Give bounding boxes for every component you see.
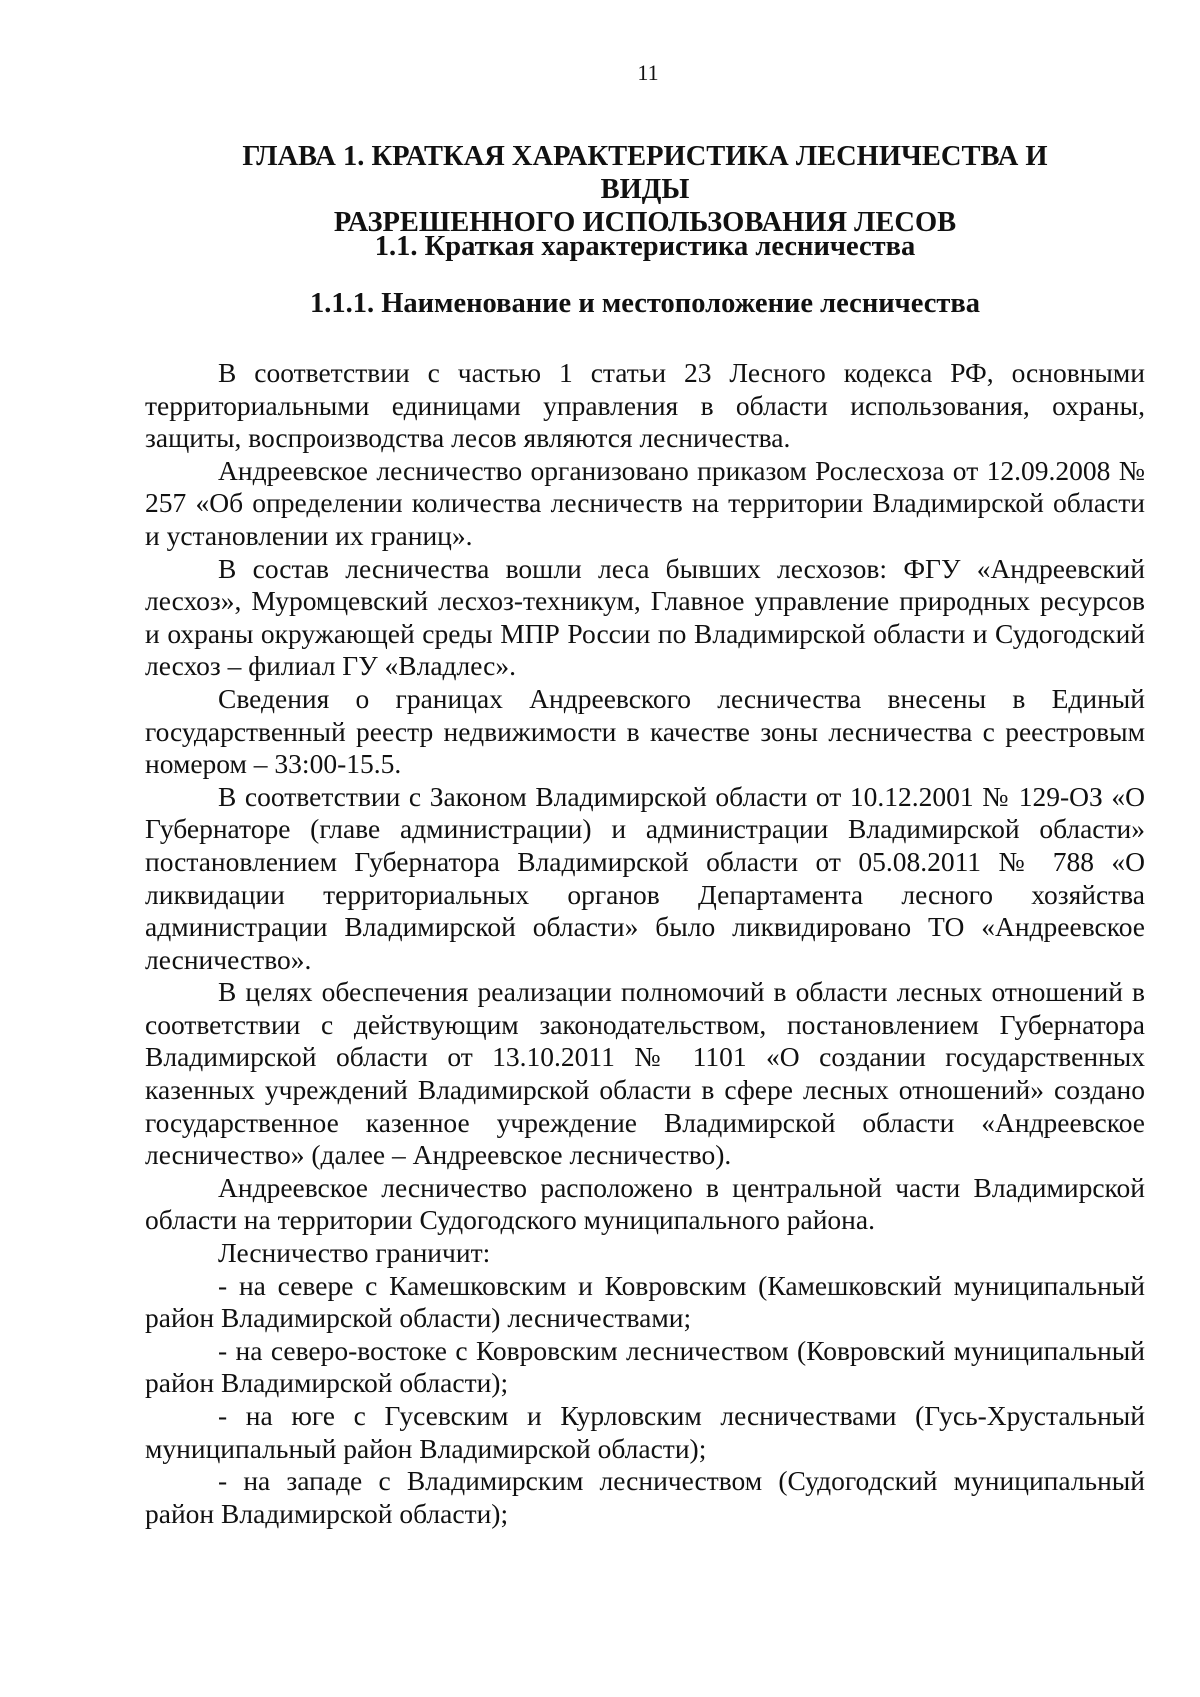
body-text [145,357,1145,1530]
paragraph-liquidation: В соответствии с Законом Владимирской области от 10.12.2001 № 129-ОЗ «О Губернаторе (главе администрации) и администрации Владимирской области» постановлением Губернатора Владимирской области от 05.08.2011 № 788 «О ликвидации территориальных органов Департамента лесного хозяйства администрации Владимирской области» было ликвидировано ТО «Андреевское лесничество». [145,780,1145,975]
paragraph-location: Андреевское лесничество расположено в центральной части Владимирской области на территории Судогодского муниципального района. [145,1171,1145,1236]
page-number: 11 [637,60,659,85]
list-item-border-south: - на юге с Гусевским и Курловским лесничествами (Гусь-Хрустальный муниципальный район Владимирской области); [145,1400,1145,1464]
chapter-title-line-2: РАЗРЕШЕННОГО ИСПОЛЬЗОВАНИЯ ЛЕСОВ [333,207,957,238]
chapter-title [200,140,1090,239]
paragraph-establishment: Андреевское лесничество организовано приказом Рослесхоза от 12.09.2008 № 257 «Об определении количества лесничеств на территории Владимирской области и установлении их границ». [145,454,1145,551]
paragraph-legal-basis: В соответствии с частью 1 статьи 23 Лесного кодекса РФ, основными территориальными единицами управления в области использования, охраны, защиты, воспроизводства лесов являются лесничества. [145,357,1145,454]
chapter-title-line-1: ГЛАВА 1. КРАТКАЯ ХАРАКТЕРИСТИКА ЛЕСНИЧЕСТВА И ВИДЫ [242,141,1048,205]
list-item-border-west: - на западе с Владимирским лесничеством (Судогодский муниципальный район Владимирской области); [145,1465,1145,1529]
section-title: 1.1. Краткая характеристика лесничества [374,231,916,262]
list-item-border-north: - на севере с Камешковским и Ковровским (Камешковский муниципальный район Владимирской области) лесничествами; [145,1269,1145,1334]
subsection-title: 1.1.1. Наименование и местоположение лесничества [309,288,981,319]
paragraph-registry: Сведения о границах Андреевского лесничества внесены в Единый государственный реестр недвижимости в качестве зоны лесничества с реестровым номером – 33:00-15.5. [145,682,1145,780]
list-item-border-northeast: - на северо-востоке с Ковровским лесничеством (Ковровский муниципальный район Владимирской области); [145,1334,1145,1399]
paragraph-composition: В состав лесничества вошли леса бывших лесхозов: ФГУ «Андреевский лесхоз», Муромцевский лесхоз-техникум, Главное управление природных ресурсов и охраны окружающей среды МПР России по Владимирской области и Судогодский лесхоз – филиал ГУ «Владлес». [145,552,1145,682]
paragraph-borders-intro: Лесничество граничит: [218,1237,491,1269]
paragraph-creation: В целях обеспечения реализации полномочий в области лесных отношений в соответствии с действующим законодательством, постановлением Губернатора Владимирской области от 13.10.2011 № 1101 «О создании государственных казенных учреждений Владимирской области в сфере лесных отношений» создано государственное казенное учреждение Владимирской области «Андреевское лесничество» (далее – Андреевское лесничество). [145,976,1145,1171]
